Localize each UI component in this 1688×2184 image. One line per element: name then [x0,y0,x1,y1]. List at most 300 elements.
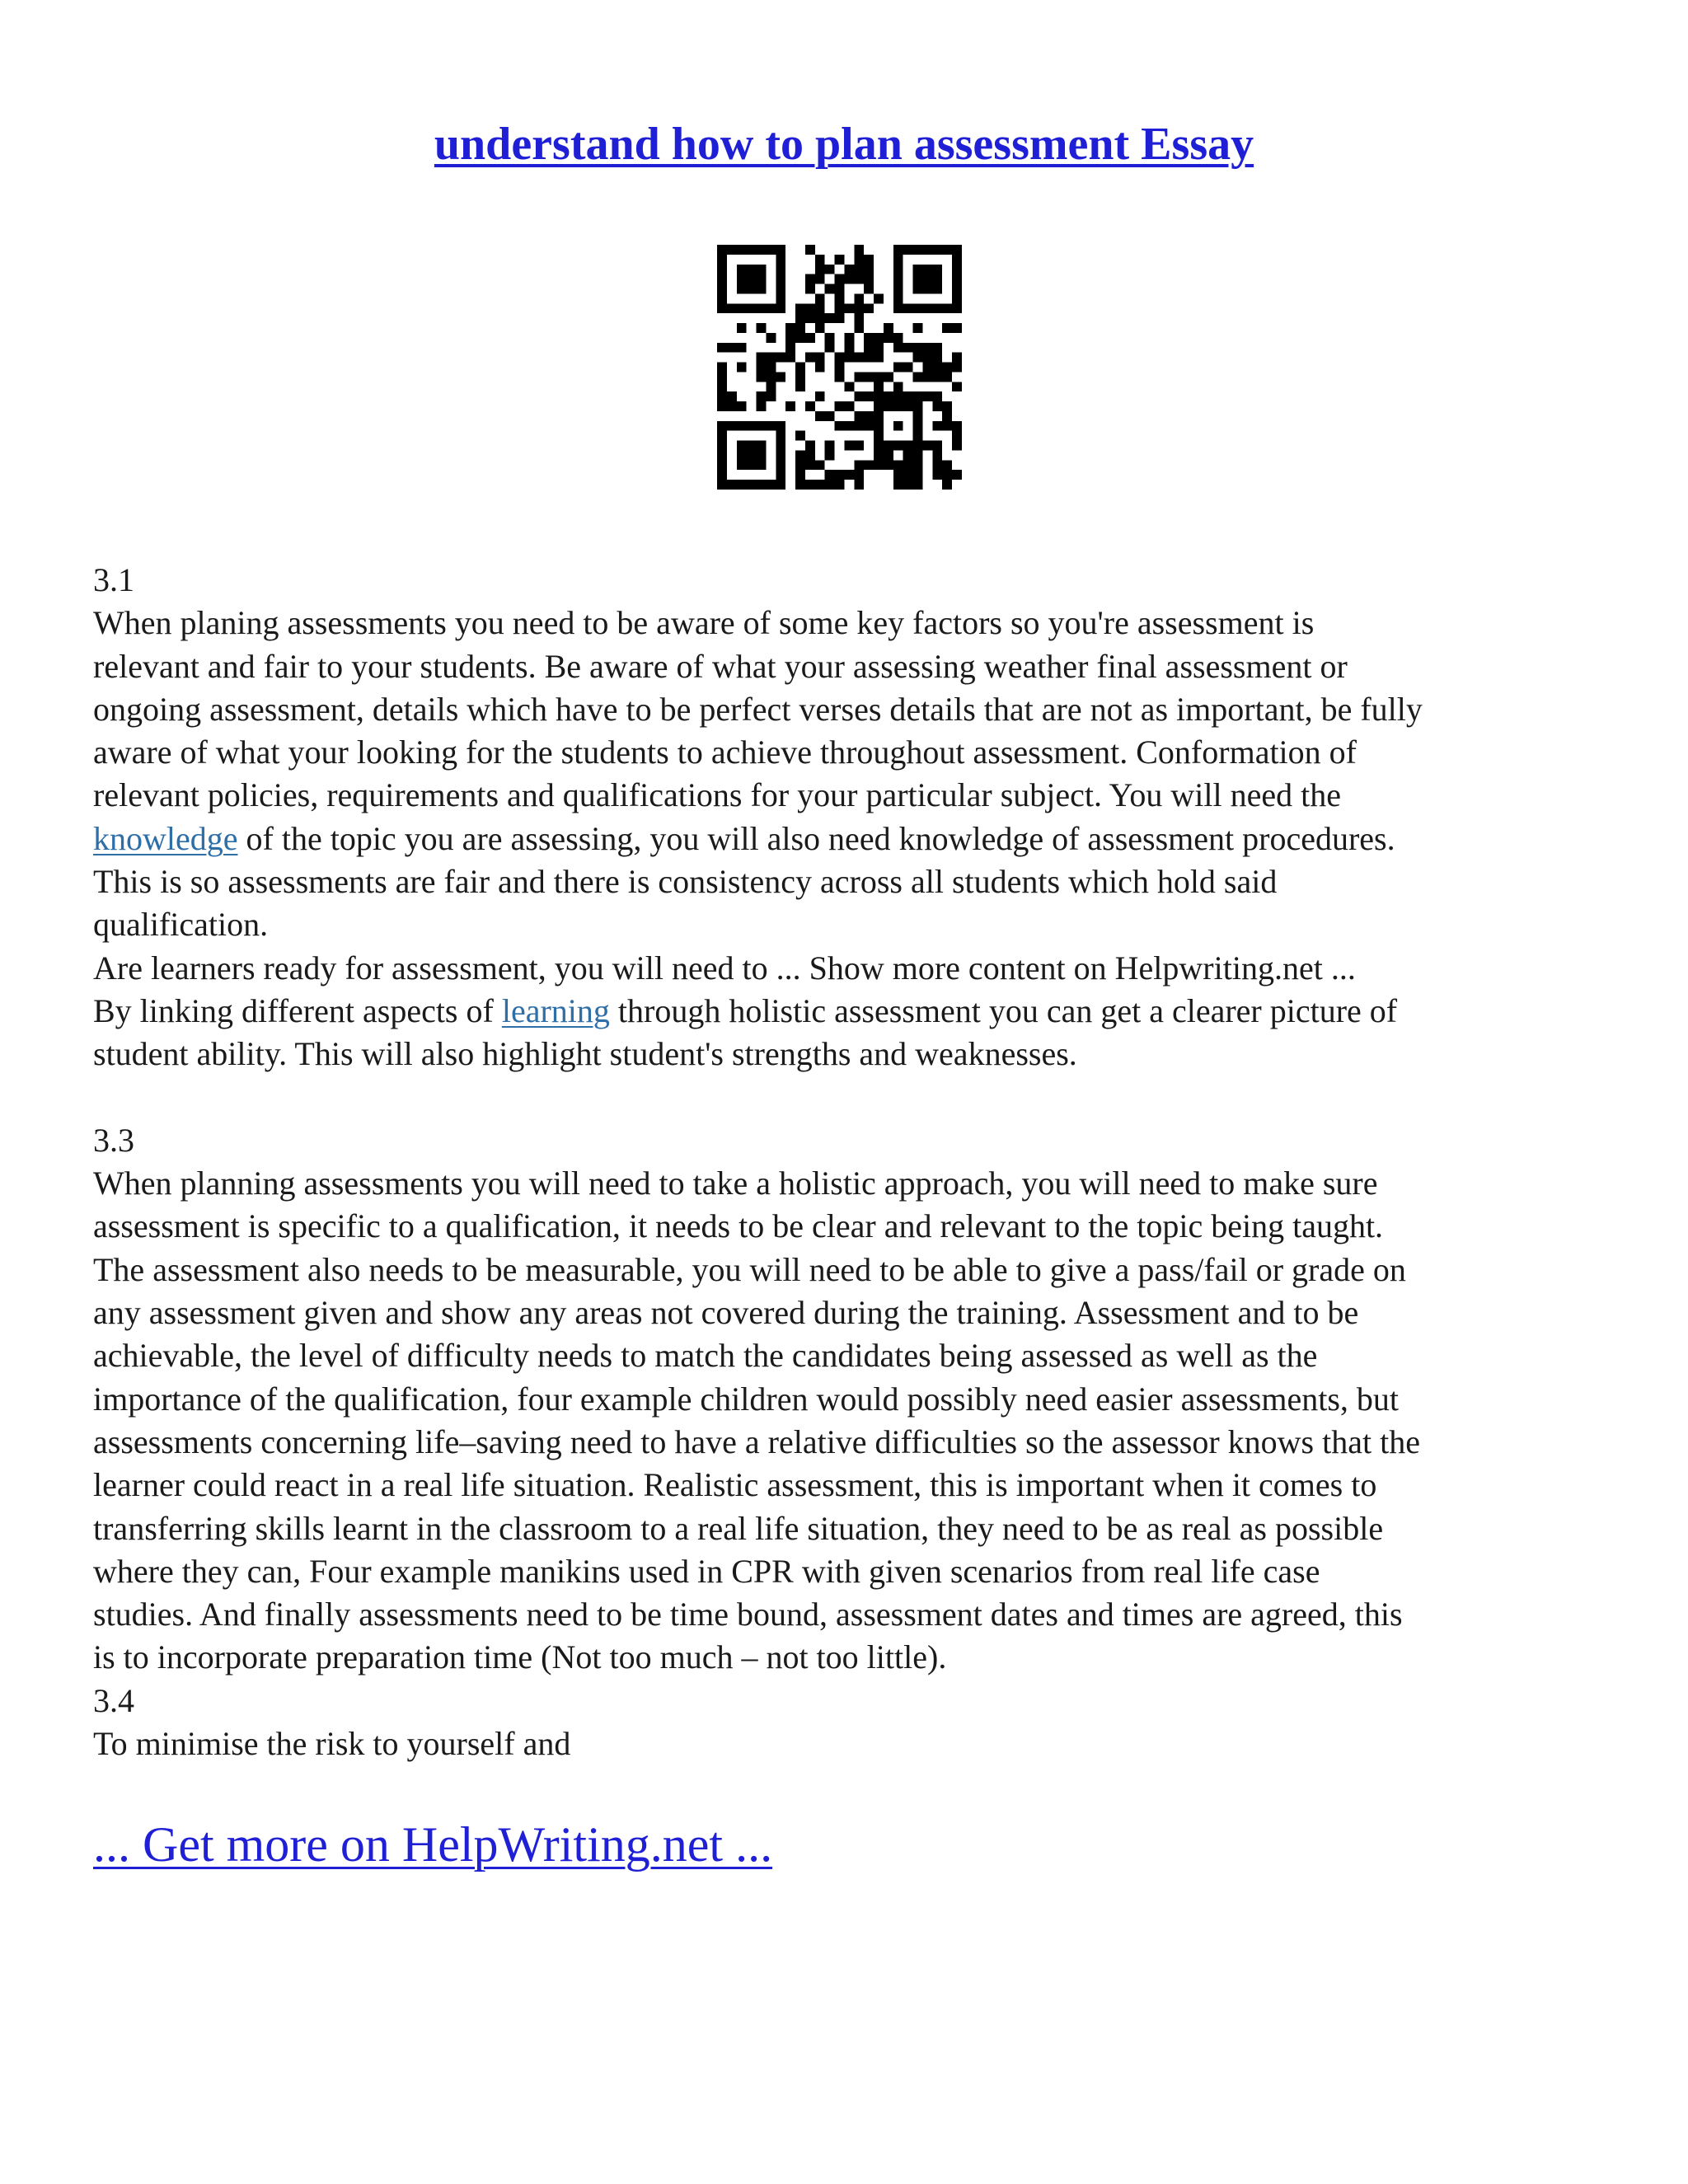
qr-code-image [717,245,962,490]
paragraph-line: transferring skills learnt in the classroom to a real life situation, they need to be as real as possible [93,1509,1384,1547]
section-heading-3-1: 3.1 [93,561,134,598]
qr-module [893,245,903,255]
qr-module [952,274,962,284]
qr-module [874,411,884,421]
qr-module [854,470,864,480]
qr-module [932,401,942,411]
qr-module [932,391,942,401]
qr-module [854,460,864,470]
get-more-footer [93,1813,772,1876]
qr-module [874,293,884,303]
paragraph-line: relevant and fair to your students. Be aware of what your assessing weather final assessment or [93,647,1348,685]
qr-module [864,255,874,265]
qr-module [795,460,805,470]
qr-module [737,323,747,333]
qr-module [805,353,815,363]
qr-module [835,421,845,431]
qr-module [776,372,785,382]
qr-module [893,480,903,490]
qr-module [874,333,884,343]
qr-module [805,284,815,294]
qr-module [864,333,874,343]
qr-module [942,470,952,480]
qr-module [717,460,727,470]
qr-module [854,391,864,401]
qr-module [805,274,815,284]
qr-module [844,343,854,353]
qr-module [785,343,795,353]
qr-module [835,293,845,303]
qr-module [903,303,913,313]
paragraph-line: To minimise the risk to yourself and [93,1725,571,1763]
paragraph-line: ongoing assessment, details which have to be perfect verses details that are not as important, be fully [93,690,1423,728]
qr-module [884,323,893,333]
section-heading-3-4: 3.4 [93,1681,134,1719]
qr-module [815,460,825,470]
line-text: By linking different aspects of [93,991,502,1029]
qr-module [913,450,923,460]
qr-module [757,480,767,490]
qr-module [776,431,785,441]
qr-module [717,363,727,373]
qr-module [893,284,903,294]
paragraph-spacer [93,1076,1601,1119]
qr-module [922,343,932,353]
paragraph-line: assessments concerning life–saving need to have a relative difficulties so the assessor knows that the [93,1422,1420,1460]
qr-module [844,470,854,480]
qr-module [757,460,767,470]
qr-module [913,480,923,490]
qr-module [835,284,845,294]
qr-module [874,353,884,363]
qr-module [766,391,776,401]
qr-module [874,450,884,460]
qr-module [922,303,932,313]
qr-module [893,401,903,411]
qr-module [854,313,864,323]
paragraph-line: importance of the qualification, four example children would possibly need easier assessments, but [93,1380,1400,1418]
qr-module [844,421,854,431]
qr-module [844,353,854,363]
qr-module [737,450,747,460]
paragraph-line: When planing assessments you need to be aware of some key factors so you're assessment is [93,604,1315,642]
qr-module [795,382,805,391]
qr-module [776,441,785,451]
qr-module [766,303,776,313]
qr-module [913,274,923,284]
qr-module [737,363,747,373]
qr-module [805,401,815,411]
qr-module [893,382,903,391]
qr-module [835,372,845,382]
qr-module [717,441,727,451]
qr-module [757,245,767,255]
qr-module [795,323,805,333]
qr-module [942,401,952,411]
qr-module [952,293,962,303]
qr-module [932,470,942,480]
qr-module [795,333,805,343]
qr-module [844,441,854,451]
paragraph-line: learner could react in a real life situation. Realistic assessment, this is important when it comes to [93,1466,1377,1504]
section-heading-3-3: 3.3 [93,1121,134,1159]
qr-module [922,265,932,274]
qr-module [835,401,845,411]
qr-module [854,411,864,421]
qr-module [805,480,815,490]
qr-module [864,265,874,274]
qr-module [922,353,932,363]
qr-module [952,470,962,480]
qr-module [942,411,952,421]
qr-module [747,303,757,313]
qr-module [844,303,854,313]
qr-module [864,421,874,431]
qr-module [913,411,923,421]
qr-module [785,401,795,411]
qr-module [903,441,913,451]
qr-module [932,343,942,353]
paragraph-line [93,990,1601,1033]
qr-module [942,480,952,490]
qr-module [952,284,962,294]
qr-module [854,441,864,451]
paragraph-line: student ability. This will also highlight student's strengths and weaknesses. [93,1035,1077,1073]
qr-module [757,363,767,373]
qr-module [757,372,767,382]
qr-module [747,265,757,274]
qr-module [844,401,854,411]
qr-module [864,274,874,284]
qr-module [893,363,903,373]
qr-module [942,303,952,313]
qr-module [776,255,785,265]
qr-module [903,245,913,255]
qr-module [893,421,903,431]
qr-module [903,391,913,401]
title-link[interactable]: understand how to plan assessment Essay [434,119,1254,170]
qr-module [815,303,825,313]
qr-module [913,284,923,294]
paragraph-line: any assessment given and show any areas not covered during the training. Assessment and to be [93,1294,1359,1332]
qr-module [825,480,835,490]
qr-module [717,303,727,313]
qr-module [717,450,727,460]
paragraph-line: The assessment also needs to be measurable, you will need to be able to give a pass/fail or grade on [93,1250,1406,1288]
qr-module [932,460,942,470]
qr-module [757,421,767,431]
qr-module [727,401,737,411]
qr-module [815,391,825,401]
qr-module [776,421,785,431]
qr-module [952,303,962,313]
qr-module [717,470,727,480]
qr-module [776,460,785,470]
qr-module [844,274,854,284]
qr-module [815,323,825,333]
qr-module [942,245,952,255]
qr-module [854,255,864,265]
qr-module [795,372,805,382]
qr-module [952,363,962,373]
qr-module [757,441,767,451]
qr-module [835,480,845,490]
qr-module [717,293,727,303]
qr-module [932,441,942,451]
qr-module [737,265,747,274]
qr-module [805,245,815,255]
qr-module [835,313,845,323]
qr-module [785,353,795,363]
qr-module [864,372,874,382]
qr-module [854,274,864,284]
qr-module [835,255,845,265]
qr-module [913,343,923,353]
qr-module [825,441,835,451]
qr-module [717,431,727,441]
line-text: of the topic you are assessing, you will also need knowledge of assessment procedures. [237,819,1395,857]
qr-module [844,333,854,343]
qr-module [825,284,835,294]
qr-module [874,372,884,382]
qr-module [854,293,864,303]
qr-module [727,421,737,431]
qr-module [795,303,805,313]
qr-module [884,391,893,401]
qr-module [864,353,874,363]
qr-module [864,460,874,470]
qr-module [922,441,932,451]
qr-module [854,421,864,431]
qr-module [932,284,942,294]
qr-module [913,245,923,255]
qr-module [913,323,923,333]
qr-module [825,343,835,353]
qr-module [795,480,805,490]
document-title [0,115,1688,173]
qr-module [922,284,932,294]
qr-module [942,323,952,333]
qr-module [952,382,962,391]
qr-module [727,343,737,353]
qr-module [815,480,825,490]
qr-module [737,401,747,411]
qr-module [825,470,835,480]
qr-module [913,460,923,470]
qr-module [932,363,942,373]
qr-module [884,401,893,411]
qr-module [952,353,962,363]
paragraph-line: is to incorporate preparation time (Not too much – not too little). [93,1638,947,1676]
qr-module [825,313,835,323]
qr-module [932,303,942,313]
paragraph-line [93,818,1601,860]
qr-module [717,245,727,255]
qr-module [893,343,903,353]
qr-module [932,353,942,363]
qr-module [893,265,903,274]
paragraph-line: This is so assessments are fair and there is consistency across all students which hold said [93,863,1278,901]
qr-module [766,421,776,431]
qr-module [922,372,932,382]
qr-module [874,343,884,353]
qr-module [776,450,785,460]
qr-module [727,245,737,255]
qr-module [952,431,962,441]
line-text: through holistic assessment you can get a clearer picture of [609,991,1398,1029]
qr-module [717,265,727,274]
paragraph-line: studies. And finally assessments need to be time bound, assessment dates and times are agreed, this [93,1596,1403,1633]
qr-module [805,313,815,323]
qr-module [757,323,767,333]
qr-module [835,274,845,284]
qr-module [913,470,923,480]
qr-module [942,363,952,373]
qr-module [952,323,962,333]
qr-module [747,274,757,284]
qr-module [717,343,727,353]
qr-module [854,372,864,382]
qr-module [932,372,942,382]
qr-module [795,450,805,460]
qr-module [776,303,785,313]
qr-module [893,255,903,265]
paragraph-line: Are learners ready for assessment, you will need to ... Show more content on Helpwriting.net ... [93,949,1356,987]
qr-module [757,265,767,274]
qr-module [825,265,835,274]
qr-module [737,480,747,490]
qr-module [854,245,864,255]
qr-module [864,411,874,421]
qr-module [864,343,874,353]
qr-module [815,255,825,265]
qr-module [757,391,767,401]
qr-module [932,245,942,255]
qr-module [893,274,903,284]
qr-module [795,431,805,441]
qr-module [776,274,785,284]
qr-module [825,450,835,460]
qr-module [805,303,815,313]
paragraph-line: achievable, the level of difficulty needs to match the candidates being assessed as well as the [93,1337,1318,1375]
knowledge-link[interactable]: knowledge [93,819,238,857]
qr-module [766,480,776,490]
qr-module [717,391,727,401]
get-more-link[interactable]: ... Get more on HelpWriting.net ... [93,1817,773,1872]
qr-module [874,382,884,391]
qr-module [785,333,795,343]
qr-module [727,480,737,490]
qr-module [913,401,923,411]
qr-module [815,353,825,363]
qr-module [874,391,884,401]
qr-module [737,441,747,451]
qr-module [737,274,747,284]
qr-module [942,460,952,470]
qr-module [854,303,864,313]
qr-module [844,265,854,274]
qr-module [825,333,835,343]
qr-module [717,255,727,265]
qr-module [757,284,767,294]
qr-module [913,441,923,451]
qr-module [903,470,913,480]
qr-module [776,293,785,303]
qr-module [776,245,785,255]
qr-module [727,391,737,401]
qr-module [913,372,923,382]
qr-code-graphic [717,245,962,490]
qr-module [913,431,923,441]
qr-module [942,372,952,382]
qr-module [737,245,747,255]
qr-module [766,245,776,255]
qr-module [717,372,727,382]
qr-module [893,470,903,480]
qr-module [854,323,864,333]
qr-module [776,470,785,480]
learning-link[interactable]: learning [501,991,610,1029]
qr-module [903,450,913,460]
qr-module [952,245,962,255]
paragraph-line: aware of what your looking for the students to achieve throughout assessment. Conformation of [93,733,1357,771]
qr-module [854,265,864,274]
qr-module [922,363,932,373]
qr-module [766,372,776,382]
paragraph-line: When planning assessments you will need to take a holistic approach, you will need to make sure [93,1165,1378,1202]
qr-module [737,421,747,431]
qr-module [903,480,913,490]
qr-module [835,470,845,480]
qr-module [913,303,923,313]
qr-module [952,441,962,451]
qr-module [766,353,776,363]
qr-module [893,441,903,451]
qr-module [913,353,923,363]
qr-module [766,333,776,343]
qr-module [747,284,757,294]
qr-module [893,460,903,470]
qr-module [952,255,962,265]
qr-module [776,284,785,294]
qr-module [805,333,815,343]
qr-module [903,460,913,470]
qr-module [795,470,805,480]
qr-module [903,363,913,373]
qr-module [815,265,825,274]
qr-module [757,303,767,313]
qr-module [903,401,913,411]
qr-module [727,303,737,313]
qr-module [922,274,932,284]
qr-module [757,353,767,363]
qr-module [825,411,835,421]
qr-module [835,363,845,373]
qr-module [893,333,903,343]
qr-module [815,411,825,421]
qr-module [815,313,825,323]
qr-module [717,284,727,294]
qr-module [942,421,952,431]
paragraph-line: qualification. [93,906,269,944]
qr-module [785,323,795,333]
qr-module [932,450,942,460]
qr-module [952,421,962,431]
qr-module [766,382,776,391]
qr-module [893,303,903,313]
qr-module [757,450,767,460]
qr-module [717,401,727,411]
